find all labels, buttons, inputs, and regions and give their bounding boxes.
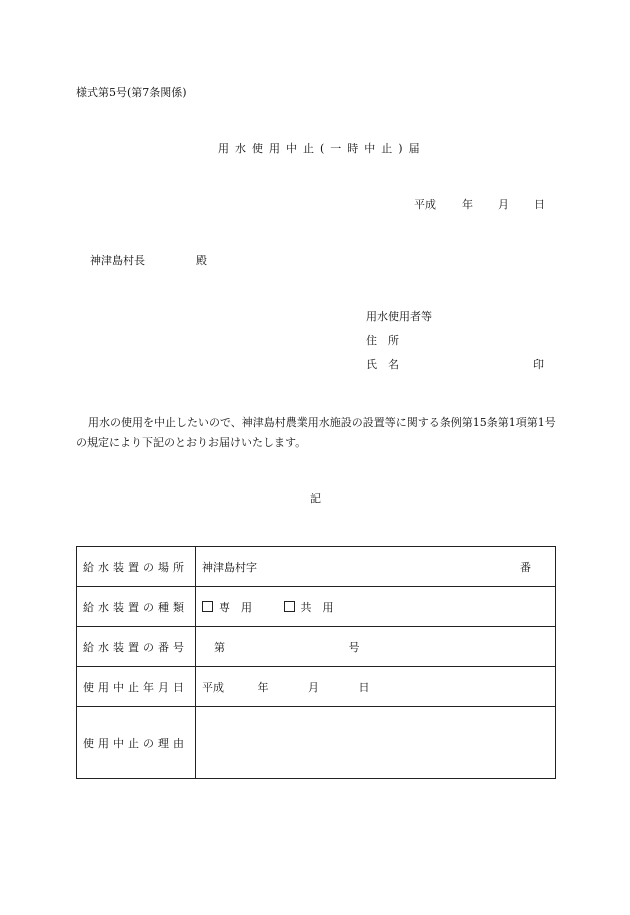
number-prefix: 第 bbox=[214, 640, 225, 654]
table-row bbox=[77, 587, 556, 627]
stop-date-day: 日 bbox=[358, 680, 370, 694]
table-row bbox=[77, 547, 556, 587]
reason-cell[interactable] bbox=[196, 707, 556, 779]
stop-date-era: 平成 bbox=[202, 680, 224, 694]
stop-date-label: 使用中止年月日 bbox=[77, 667, 196, 707]
body-text: 用水の使用を中止したいので、神津島村農業用水施設の設置等に関する条例第15条第1項第1号の規定により下記のとおりお届けいたします。 bbox=[76, 416, 556, 449]
type-label: 給水装置の種類 bbox=[77, 587, 196, 627]
option-private[interactable]: 専 用 bbox=[202, 601, 256, 614]
date-day-label: 日 bbox=[534, 198, 545, 211]
reason-label: 使用中止の理由 bbox=[77, 707, 196, 779]
details-table bbox=[76, 546, 556, 779]
location-suffix: 番 bbox=[520, 560, 531, 574]
table-row bbox=[77, 707, 556, 779]
type-cell bbox=[196, 587, 556, 627]
number-suffix: 号 bbox=[348, 640, 360, 654]
form-number: 様式第5号(第7条関係) bbox=[76, 86, 187, 99]
ki-heading: 記 bbox=[310, 492, 321, 505]
location-cell[interactable] bbox=[196, 547, 556, 587]
seal-label: 印 bbox=[533, 358, 544, 371]
applicant-heading: 用水使用者等 bbox=[366, 310, 432, 323]
applicant-name-label: 氏 名 bbox=[366, 358, 399, 371]
checkbox-shared[interactable] bbox=[284, 601, 295, 612]
stop-date-year: 年 bbox=[257, 680, 269, 694]
option-shared[interactable]: 共 用 bbox=[284, 601, 334, 614]
checkbox-private[interactable] bbox=[202, 601, 213, 612]
date-era: 平成 bbox=[414, 198, 436, 211]
location-prefix: 神津島村字 bbox=[202, 560, 257, 574]
applicant-address-label: 住 所 bbox=[366, 334, 399, 347]
date-year-label: 年 bbox=[462, 198, 473, 211]
number-label: 給水装置の番号 bbox=[77, 627, 196, 667]
location-label: 給水装置の場所 bbox=[77, 547, 196, 587]
stop-date-month: 月 bbox=[308, 680, 319, 694]
table-row bbox=[77, 667, 556, 707]
form-title: 用水使用中止(一時中止)届 bbox=[218, 142, 426, 155]
table-row bbox=[77, 627, 556, 667]
date-month-label: 月 bbox=[498, 198, 509, 211]
number-cell[interactable] bbox=[196, 627, 556, 667]
addressee-name: 神津島村長 bbox=[90, 254, 145, 267]
addressee-honorific: 殿 bbox=[196, 254, 207, 267]
stop-date-cell[interactable] bbox=[196, 667, 556, 707]
